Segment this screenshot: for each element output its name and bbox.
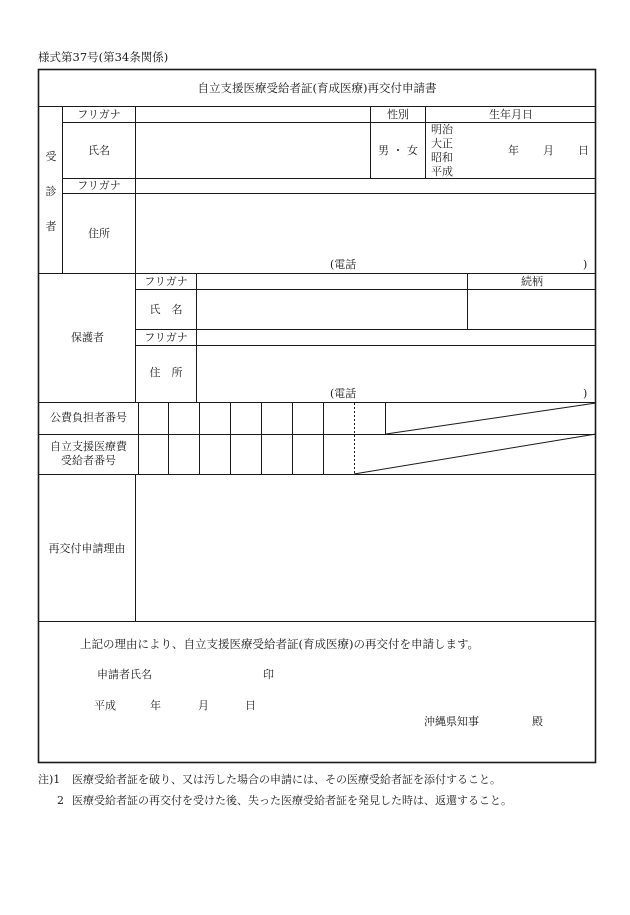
guardian-address-furigana-label: フリガナ bbox=[144, 331, 188, 344]
applicant-name-label: 申請者氏名 bbox=[97, 668, 152, 681]
reason-field[interactable] bbox=[136, 475, 596, 621]
era-option[interactable]: 平成 bbox=[431, 165, 453, 178]
patient-phone-close: ) bbox=[583, 258, 588, 271]
applicant-name-field[interactable] bbox=[160, 665, 260, 683]
patient-gender-options[interactable]: 男 ・ 女 bbox=[378, 144, 418, 157]
patient-birthdate-label: 生年月日 bbox=[489, 108, 533, 121]
reason-label: 再交付申請理由 bbox=[48, 542, 126, 555]
recipient-number-label-line1: 自立支援医療費 bbox=[50, 440, 127, 453]
guardian-name-field[interactable] bbox=[197, 290, 467, 329]
patient-address-label: 住所 bbox=[88, 227, 110, 240]
form-number: 様式第37号(第34条関係) bbox=[38, 50, 169, 64]
patient-name-label: 氏名 bbox=[88, 144, 110, 157]
guardian-furigana-label: フリガナ bbox=[144, 275, 188, 288]
guardian-section-label: 保護者 bbox=[71, 331, 104, 344]
birth-month-unit: 月 bbox=[543, 144, 554, 157]
declaration-text: 上記の理由により、自立支援医療受給者証(育成医療)の再交付を申請します。 bbox=[80, 637, 480, 651]
honorific: 殿 bbox=[532, 715, 543, 728]
guardian-furigana-field[interactable] bbox=[197, 274, 467, 289]
guardian-address-furigana-field[interactable] bbox=[197, 330, 596, 345]
addressee: 沖縄県知事 bbox=[424, 715, 479, 728]
guardian-relationship-field[interactable] bbox=[468, 290, 596, 329]
guardian-phone-field[interactable] bbox=[362, 385, 580, 401]
guardian-phone-close: ) bbox=[583, 387, 588, 400]
birth-day-unit: 日 bbox=[578, 144, 589, 157]
seal-label: 印 bbox=[263, 668, 274, 681]
recipient-number-label-line2: 受給者番号 bbox=[61, 454, 116, 467]
era-option[interactable]: 明治 bbox=[431, 123, 453, 136]
era-option[interactable]: 大正 bbox=[431, 137, 453, 150]
form-title: 自立支援医療受給者証(育成医療)再交付申請書 bbox=[197, 81, 437, 95]
birth-year-unit: 年 bbox=[508, 144, 519, 157]
note-text: 医療受給者証の再交付を受けた後、失った医療受給者証を発見した時は、返還すること。 bbox=[72, 794, 512, 807]
date-era: 平成 bbox=[94, 699, 116, 712]
public-expense-number-label: 公費負担者番号 bbox=[50, 411, 127, 424]
guardian-address-label: 住 所 bbox=[149, 366, 183, 379]
patient-address-furigana-label: フリガナ bbox=[77, 179, 121, 192]
date-year-unit: 年 bbox=[150, 699, 161, 712]
era-option[interactable]: 昭和 bbox=[431, 151, 453, 164]
patient-phone-open: (電話 bbox=[330, 258, 357, 271]
recipient-number-field[interactable] bbox=[139, 435, 354, 474]
patient-furigana-field[interactable] bbox=[136, 107, 370, 122]
guardian-relationship-label: 続柄 bbox=[521, 275, 543, 288]
public-expense-number-field[interactable] bbox=[139, 403, 385, 434]
patient-phone-field[interactable] bbox=[362, 256, 580, 272]
guardian-phone-open: (電話 bbox=[330, 387, 357, 400]
date-day-unit: 日 bbox=[245, 699, 256, 712]
patient-address-field[interactable] bbox=[136, 194, 596, 252]
guardian-name-label: 氏 名 bbox=[149, 303, 183, 316]
patient-section-char: 者 bbox=[45, 220, 57, 233]
patient-gender-label: 性別 bbox=[387, 108, 409, 121]
note-marker: 注)1 bbox=[38, 773, 61, 786]
patient-section-char: 診 bbox=[45, 185, 57, 198]
date-month-unit: 月 bbox=[198, 699, 209, 712]
patient-furigana-label: フリガナ bbox=[77, 108, 121, 121]
note-marker: 2 bbox=[57, 794, 64, 807]
patient-section-char: 受 bbox=[45, 150, 57, 163]
patient-name-field[interactable] bbox=[136, 123, 370, 178]
guardian-address-field[interactable] bbox=[197, 346, 596, 384]
patient-address-furigana-field[interactable] bbox=[136, 179, 596, 193]
note-text: 医療受給者証を破り、又は汚した場合の申請には、その医療受給者証を添付すること。 bbox=[72, 773, 501, 786]
